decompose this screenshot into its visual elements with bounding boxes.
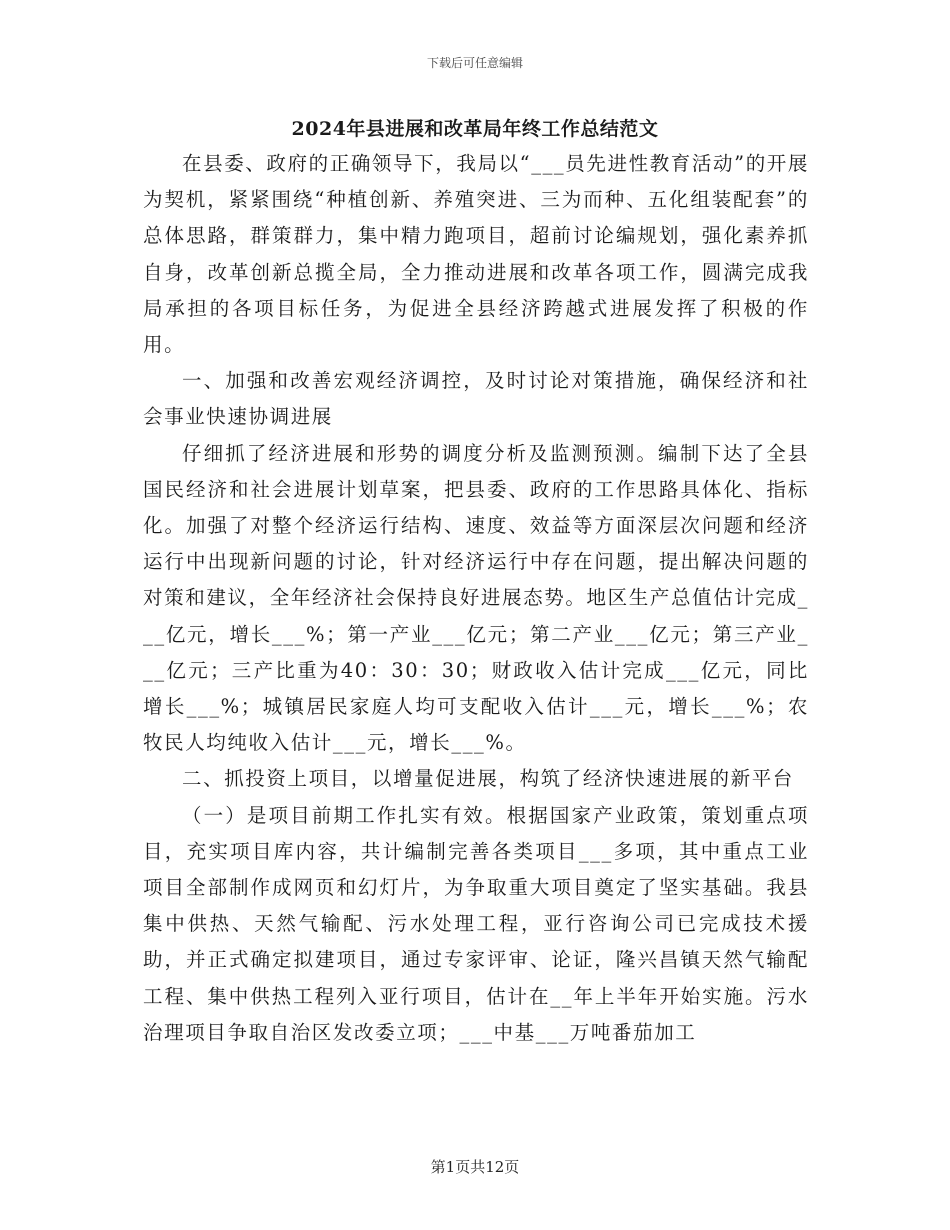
paragraph-section-2-heading: 二、抓投资上项目，以增量促进展，构筑了经济快速进展的新平台 (182, 767, 794, 791)
page-number: 第1页共12页 (430, 1158, 520, 1176)
header-note: 下载后可任意编辑 (426, 56, 523, 70)
paragraph-section-2-item-1: （一）是项目前期工作扎实有效。根据国家产业政策，策划重点项目，充实项目库内容，共计编制完善各类项目___多项，其中重点工业项目全部制作成网页和幻灯片，为争取重大项目奠定了坚实基础。我县集中供热、天然气输配、污水处理工程，亚行咨询公司已完成技术援助，并正式确定拟建项目，通过专家评审、论证，隆兴昌镇天然气输配工程、集中供热工程列入亚行项目，估计在__年上半年开始实施。污水治理项目争取自治区发改委立项；___中基___万吨番茄加工 (143, 803, 809, 1044)
document-body (143, 146, 809, 1051)
document-title: 2024年县进展和改革局年终工作总结范文 (291, 118, 659, 140)
paragraph-section-1-heading: 一、加强和改善宏观经济调控，及时讨论对策措施，确保经济和社会事业快速协调进展 (143, 369, 809, 429)
paragraph-intro: 在县委、政府的正确领导下，我局以“___员先进性教育活动”的开展为契机，紧紧围绕“种植创新、养殖突进、三为而种、五化组装配套”的总体思路，群策群力，集中精力跑项目，超前讨论编规划，强化素养抓自身，改革创新总揽全局，全力推动进展和改革各项工作，圆满完成我局承担的各项目标任务，为促进全县经济跨越式进展发挥了积极的作用。 (143, 152, 809, 357)
paragraph-section-1-body: 仔细抓了经济进展和形势的调度分析及监测预测。编制下达了全县国民经济和社会进展计划草案，把县委、政府的工作思路具体化、指标化。加强了对整个经济运行结构、速度、效益等方面深层次问题和经济运行中出现新问题的讨论，针对经济运行中存在问题，提出解决问题的对策和建议，全年经济社会保持良好进展态势。地区生产总值估计完成___亿元，增长___%；第一产业___亿元；第二产业___亿元；第三产业___亿元；三产比重为40：30：30；财政收入估计完成___亿元，同比增长___%；城镇居民家庭人均可支配收入估计___元，增长___%；农牧民人均纯收入估计___元，增长___%。 (143, 441, 809, 755)
